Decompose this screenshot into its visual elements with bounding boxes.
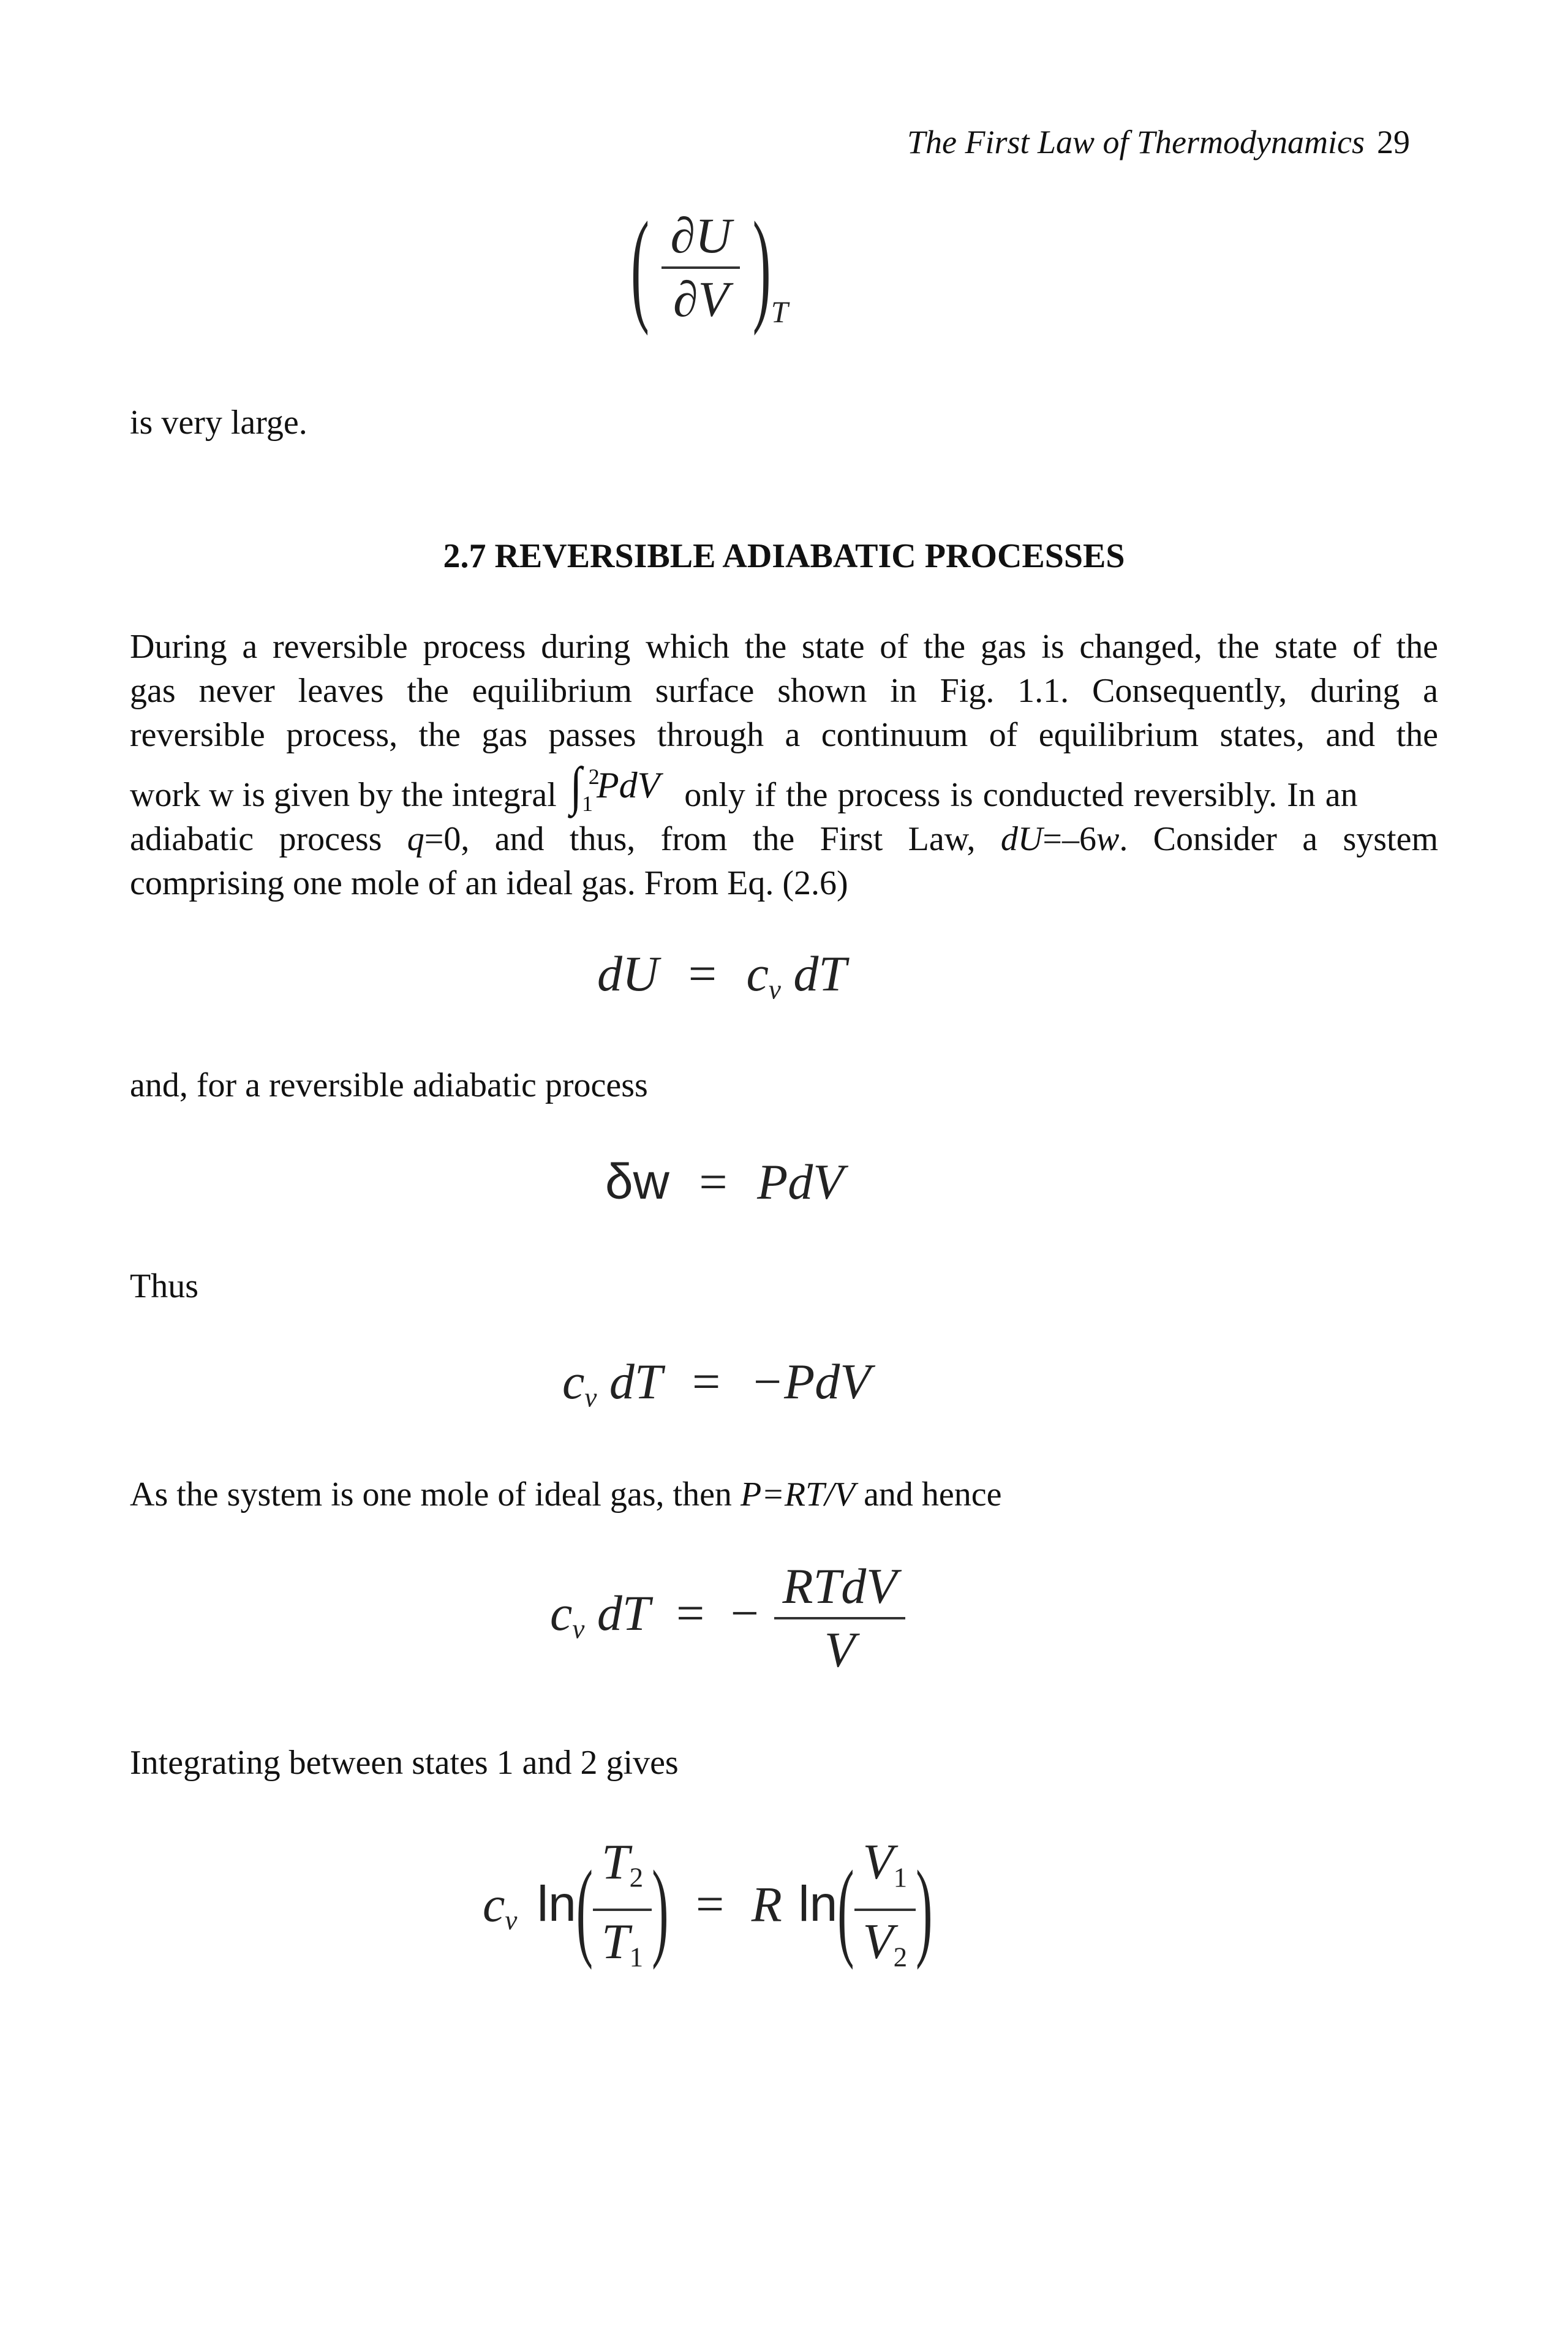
equation-partial-derivative xyxy=(631,197,788,342)
text-integrating: Integrating between states 1 and 2 gives xyxy=(130,1744,679,1782)
eq-du-c-sub: v xyxy=(768,974,781,1005)
var-w: w xyxy=(1096,820,1120,858)
eq-ln-rparen1: ) xyxy=(652,1847,669,1970)
integral-expression xyxy=(570,757,660,821)
section-heading: 2.7 REVERSIBLE ADIABATIC PROCESSES xyxy=(443,537,1125,575)
equation-cvdt-frac xyxy=(550,1556,905,1681)
eq-ln-lparen1: ( xyxy=(576,1847,594,1970)
running-header xyxy=(907,123,1410,162)
text-as-the-eq: P=RT/V xyxy=(740,1476,856,1513)
fraction xyxy=(662,205,740,330)
eq-frac-dt: dT xyxy=(597,1585,650,1641)
var-du: dU xyxy=(1000,820,1043,858)
equation-du-cvdt xyxy=(597,943,846,1020)
eq-ln-v-den-sub: 2 xyxy=(893,1942,908,1973)
para1-line5-b: =0, and thus, from the First Law, xyxy=(424,820,976,858)
eq-frac-den: V xyxy=(824,1622,855,1678)
left-paren: ( xyxy=(631,197,649,337)
text-and-for: and, for a reversible adiabatic process xyxy=(130,1066,648,1104)
para1-line6: comprising one mole of an ideal gas. From Eq. (2.6) xyxy=(130,864,848,902)
eq-ln-v-num-wrap xyxy=(854,1831,916,1909)
para1-line5-a: adiabatic process xyxy=(130,820,382,858)
eq-ln-v-den: V xyxy=(862,1913,894,1969)
equation-cvdt-pdv xyxy=(562,1351,870,1428)
eq-cvdt-c-sub: v xyxy=(584,1382,597,1413)
integral-upper: 2 xyxy=(588,764,600,789)
para1-line4-a: work w is given by the integral xyxy=(130,776,557,814)
eq-cvdt-rhs: −PdV xyxy=(750,1354,871,1409)
running-title: The First Law of Thermodynamics xyxy=(907,124,1365,160)
eq-ln-t-den-wrap xyxy=(593,1911,652,1988)
eq-ln-c-sub: v xyxy=(505,1904,518,1936)
eq-dw-equals: = xyxy=(699,1154,728,1210)
para1-line5-d: . Consider a system xyxy=(1119,820,1439,858)
eq-ln-v-num-sub: 1 xyxy=(893,1862,908,1893)
text-is-very-large: is very large. xyxy=(130,404,307,442)
eq-dw-lhs: δw xyxy=(605,1154,669,1210)
para1-line5-c: =–6 xyxy=(1042,820,1096,858)
integral-body: PdV xyxy=(596,765,660,805)
para1-line5 xyxy=(130,817,1438,861)
text-as-the-b: and hence xyxy=(864,1476,1002,1513)
eq-du-equals: = xyxy=(688,946,717,1001)
eq-ln-equals: = xyxy=(696,1876,725,1932)
eq-ln-c: c xyxy=(483,1876,505,1932)
eq-ln-v-den-wrap xyxy=(854,1911,916,1988)
eq-du-rhs: dT xyxy=(793,946,846,1001)
eq-cvdt-equals: = xyxy=(692,1354,721,1409)
subscript-t: T xyxy=(771,294,788,329)
text-as-the-system xyxy=(130,1472,1438,1517)
eq-ln-t-num-sub: 2 xyxy=(629,1862,644,1893)
eq-ln-lparen2: ( xyxy=(837,1847,854,1970)
equation-dw-pdv xyxy=(605,1152,843,1213)
text-as-the-a: As the system is one mole of ideal gas, then xyxy=(130,1476,732,1513)
eq-du-c: c xyxy=(746,946,769,1001)
eq-ln-rparen2: ) xyxy=(916,1847,933,1970)
eq-cvdt-c: c xyxy=(562,1354,585,1409)
eq-ln-r: R xyxy=(751,1876,782,1932)
para1-line4-b: only if the process is conducted reversibly. In an xyxy=(684,776,1358,814)
text-thus: Thus xyxy=(130,1267,198,1305)
para1-line2: gas never leaves the equilibrium surface shown in Fig. 1.1. Consequently, during a xyxy=(130,672,1438,710)
right-paren: ) xyxy=(752,197,771,337)
eq-ln-v-num: V xyxy=(862,1834,894,1890)
eq-frac-fraction xyxy=(774,1556,906,1681)
eq-ln-frac-v xyxy=(854,1831,916,1988)
var-q: q xyxy=(407,820,424,858)
integral-lower: 1 xyxy=(581,791,593,816)
equation-ln xyxy=(483,1831,932,1988)
eq-ln-t-num: T xyxy=(601,1834,630,1890)
denominator: ∂V xyxy=(673,271,729,327)
eq-cvdt-dt: dT xyxy=(609,1354,663,1409)
para1-line4 xyxy=(130,757,1438,821)
eq-ln-ln2: ln xyxy=(798,1876,838,1932)
eq-dw-rhs: PdV xyxy=(757,1154,844,1210)
eq-ln-frac-t xyxy=(593,1831,652,1988)
para1-line3: reversible process, the gas passes through a continuum of equilibrium states, and the xyxy=(130,716,1438,754)
integral-sign: ∫ xyxy=(570,757,582,816)
eq-du-lhs: dU xyxy=(597,946,659,1001)
page-number: 29 xyxy=(1377,124,1410,160)
eq-ln-t-den: T xyxy=(601,1913,630,1969)
eq-ln-t-den-sub: 1 xyxy=(629,1942,644,1973)
eq-frac-c-sub: v xyxy=(572,1613,585,1645)
numerator: ∂U xyxy=(670,208,732,263)
para1-line1: During a reversible process during which the state of the gas is changed, the state of the xyxy=(130,628,1438,666)
eq-frac-num: RTdV xyxy=(782,1558,897,1614)
eq-frac-minus: − xyxy=(730,1585,760,1641)
eq-frac-equals: = xyxy=(676,1585,705,1641)
eq-ln-ln1: ln xyxy=(537,1876,576,1932)
eq-ln-t-num-wrap xyxy=(593,1831,652,1909)
eq-frac-c: c xyxy=(550,1585,573,1641)
